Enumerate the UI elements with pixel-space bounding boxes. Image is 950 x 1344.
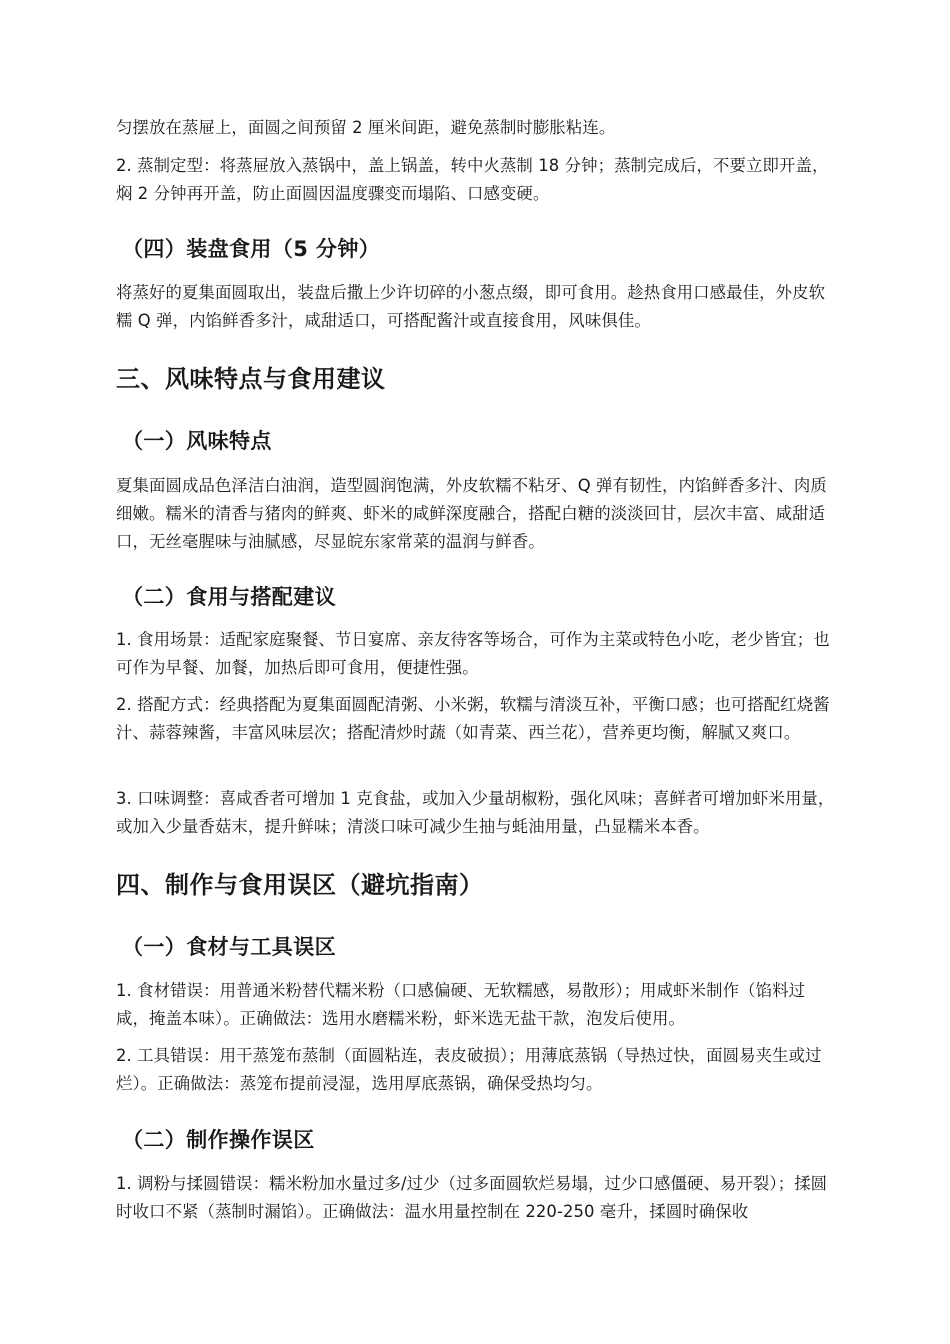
paragraph-plating: 将蒸好的夏集面圆取出，装盘后撒上少许切碎的小葱点缀，即可食用。趁热食用口感最佳，外皮软糯 Q 弹，内馅鲜香多汁，咸甜适口，可搭配酱汁或直接食用，风味俱佳。: [116, 283, 826, 330]
paragraph-steaming-shaping: 2. 蒸制定型：将蒸屉放入蒸锅中，盖上锅盖，转中火蒸制 18 分钟；蒸制完成后，不要立即开盖，焖 2 分钟再开盖，防止面圆因温度骤变而塌陷、口感变硬。: [116, 156, 829, 203]
heading-ingredient-tool-mistakes: （一）食材与工具误区: [122, 935, 336, 959]
heading-flavor-features: （一）风味特点: [122, 429, 272, 453]
heading-plating-serving: （四）装盘食用（5 分钟）: [122, 237, 381, 261]
heading-eating-pairing: （二）食用与搭配建议: [122, 585, 336, 609]
heading-section-mistakes: 四、制作与食用误区（避坑指南）: [116, 871, 484, 899]
heading-section-flavor-suggestions: 三、风味特点与食用建议: [116, 365, 386, 393]
heading-operation-mistakes: （二）制作操作误区: [122, 1128, 315, 1152]
paragraph-tool-mistake: 2. 工具错误：用干蒸笼布蒸制（面圆粘连，表皮破损）；用薄底蒸锅（导热过快，面圆易夹生或过烂）。正确做法：蒸笼布提前浸湿，选用厚底蒸锅，确保受热均匀。: [116, 1046, 822, 1093]
paragraph-flavor: 夏集面圆成品色泽洁白油润，造型圆润饱满，外皮软糯不粘牙、Q 弹有韧性，内馅鲜香多汁、肉质细嫩。糯米的清香与猪肉的鲜爽、虾米的咸鲜深度融合，搭配白糖的淡淡回甘，层次丰富、咸甜适口，无丝毫腥味与油腻感，尽显皖东家常菜的温润与鲜香。: [116, 476, 827, 551]
paragraph-pairing: 2. 搭配方式：经典搭配为夏集面圆配清粥、小米粥，软糯与清淡互补，平衡口感；也可搭配红烧酱汁、蒜蓉辣酱，丰富风味层次；搭配清炒时蔬（如青菜、西兰花），营养更均衡，解腻又爽口。: [116, 695, 830, 742]
paragraph-taste-adjust: 3. 口味调整：喜咸香者可增加 1 克食盐，或加入少量胡椒粉，强化风味；喜鲜者可增加虾米用量，或加入少量香菇末，提升鲜味；清淡口味可减少生抽与蚝油用量，凸显糯米本香。: [116, 789, 835, 836]
paragraph-ingredient-mistake: 1. 食材错误：用普通米粉替代糯米粉（口感偏硬、无软糯感，易散形）；用咸虾米制作（馅料过咸，掩盖本味）。正确做法：选用水磨糯米粉，虾米选无盐干款，泡发后使用。: [116, 981, 806, 1028]
paragraph-eating-scenario: 1. 食用场景：适配家庭聚餐、节日宴席、亲友待客等场合，可作为主菜或特色小吃，老少皆宜；也可作为早餐、加餐，加热后即可食用，便捷性强。: [116, 630, 830, 677]
paragraph-steaming-placement: 匀摆放在蒸屉上，面圆之间预留 2 厘米间距，避免蒸制时膨胀粘连。: [116, 118, 616, 137]
paragraph-dough-shaping-mistake: 1. 调粉与揉圆错误：糯米粉加水量过多/过少（过多面圆软烂易塌，过少口感僵硬、易开裂）；揉圆时收口不紧（蒸制时漏馅）。正确做法：温水用量控制在 220-250 毫升，揉圆时确保收: [116, 1174, 828, 1221]
